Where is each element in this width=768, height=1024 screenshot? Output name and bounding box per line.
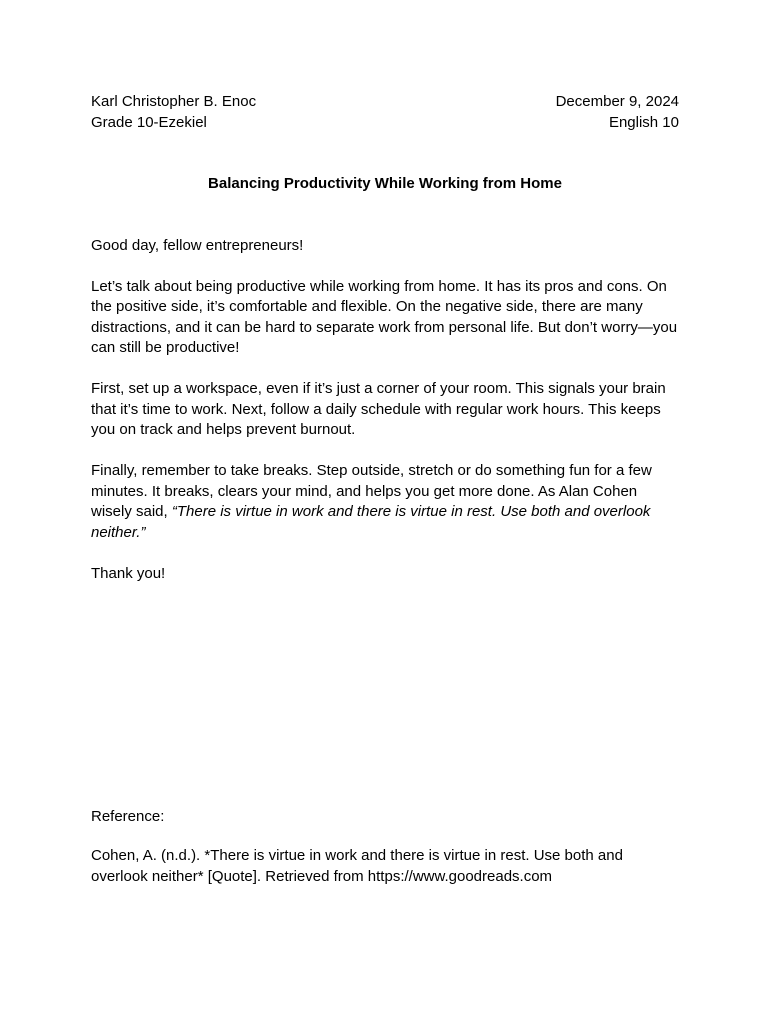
grade-section: Grade 10-Ezekiel <box>91 113 207 131</box>
paragraph-3 <box>91 461 679 543</box>
subject: English 10 <box>608 113 679 131</box>
document-title: Balancing Productivity While Working from Home <box>208 175 562 192</box>
closing: Thank you! <box>91 564 166 582</box>
author-name: Karl Christopher B. Enoc <box>91 93 257 110</box>
paragraph-3-text: Finally, remember to take breaks. Step outside, stretch or do something fun for a few minutes. It breaks, clears your mind, and helps you get more done. As Alan Cohen wisely said, <box>91 462 652 520</box>
greeting: Good day, fellow entrepreneurs! <box>91 236 304 254</box>
reference-entry: Cohen, A. (n.d.). *There is virtue in work and there is virtue in rest. Use both and overlook neither* [Quote]. Retrieved from https://www.goodreads.com <box>91 847 623 885</box>
paragraph-1: Let’s talk about being productive while working from home. It has its pros and cons. On the positive side, it’s comfortable and flexible. On the negative side, there are many distractions, and it can be hard to separate work from personal life. But don’t worry—you can still be productive! <box>91 277 678 356</box>
reference-label: Reference: <box>91 808 165 825</box>
header-row-1 <box>91 92 679 113</box>
document-date: December 9, 2024 <box>555 93 679 110</box>
paragraph-2: First, set up a workspace, even if it’s just a corner of your room. This signals your brain that it’s time to work. Next, follow a daily schedule with regular work hours. This keeps you on track and helps prevent burnout. <box>91 380 666 438</box>
header-row-2 <box>91 113 679 134</box>
document-page <box>91 92 679 584</box>
paragraph-3-quote: “There is virtue in work and there is virtue in rest. Use both and overlook neither.” <box>91 503 651 541</box>
